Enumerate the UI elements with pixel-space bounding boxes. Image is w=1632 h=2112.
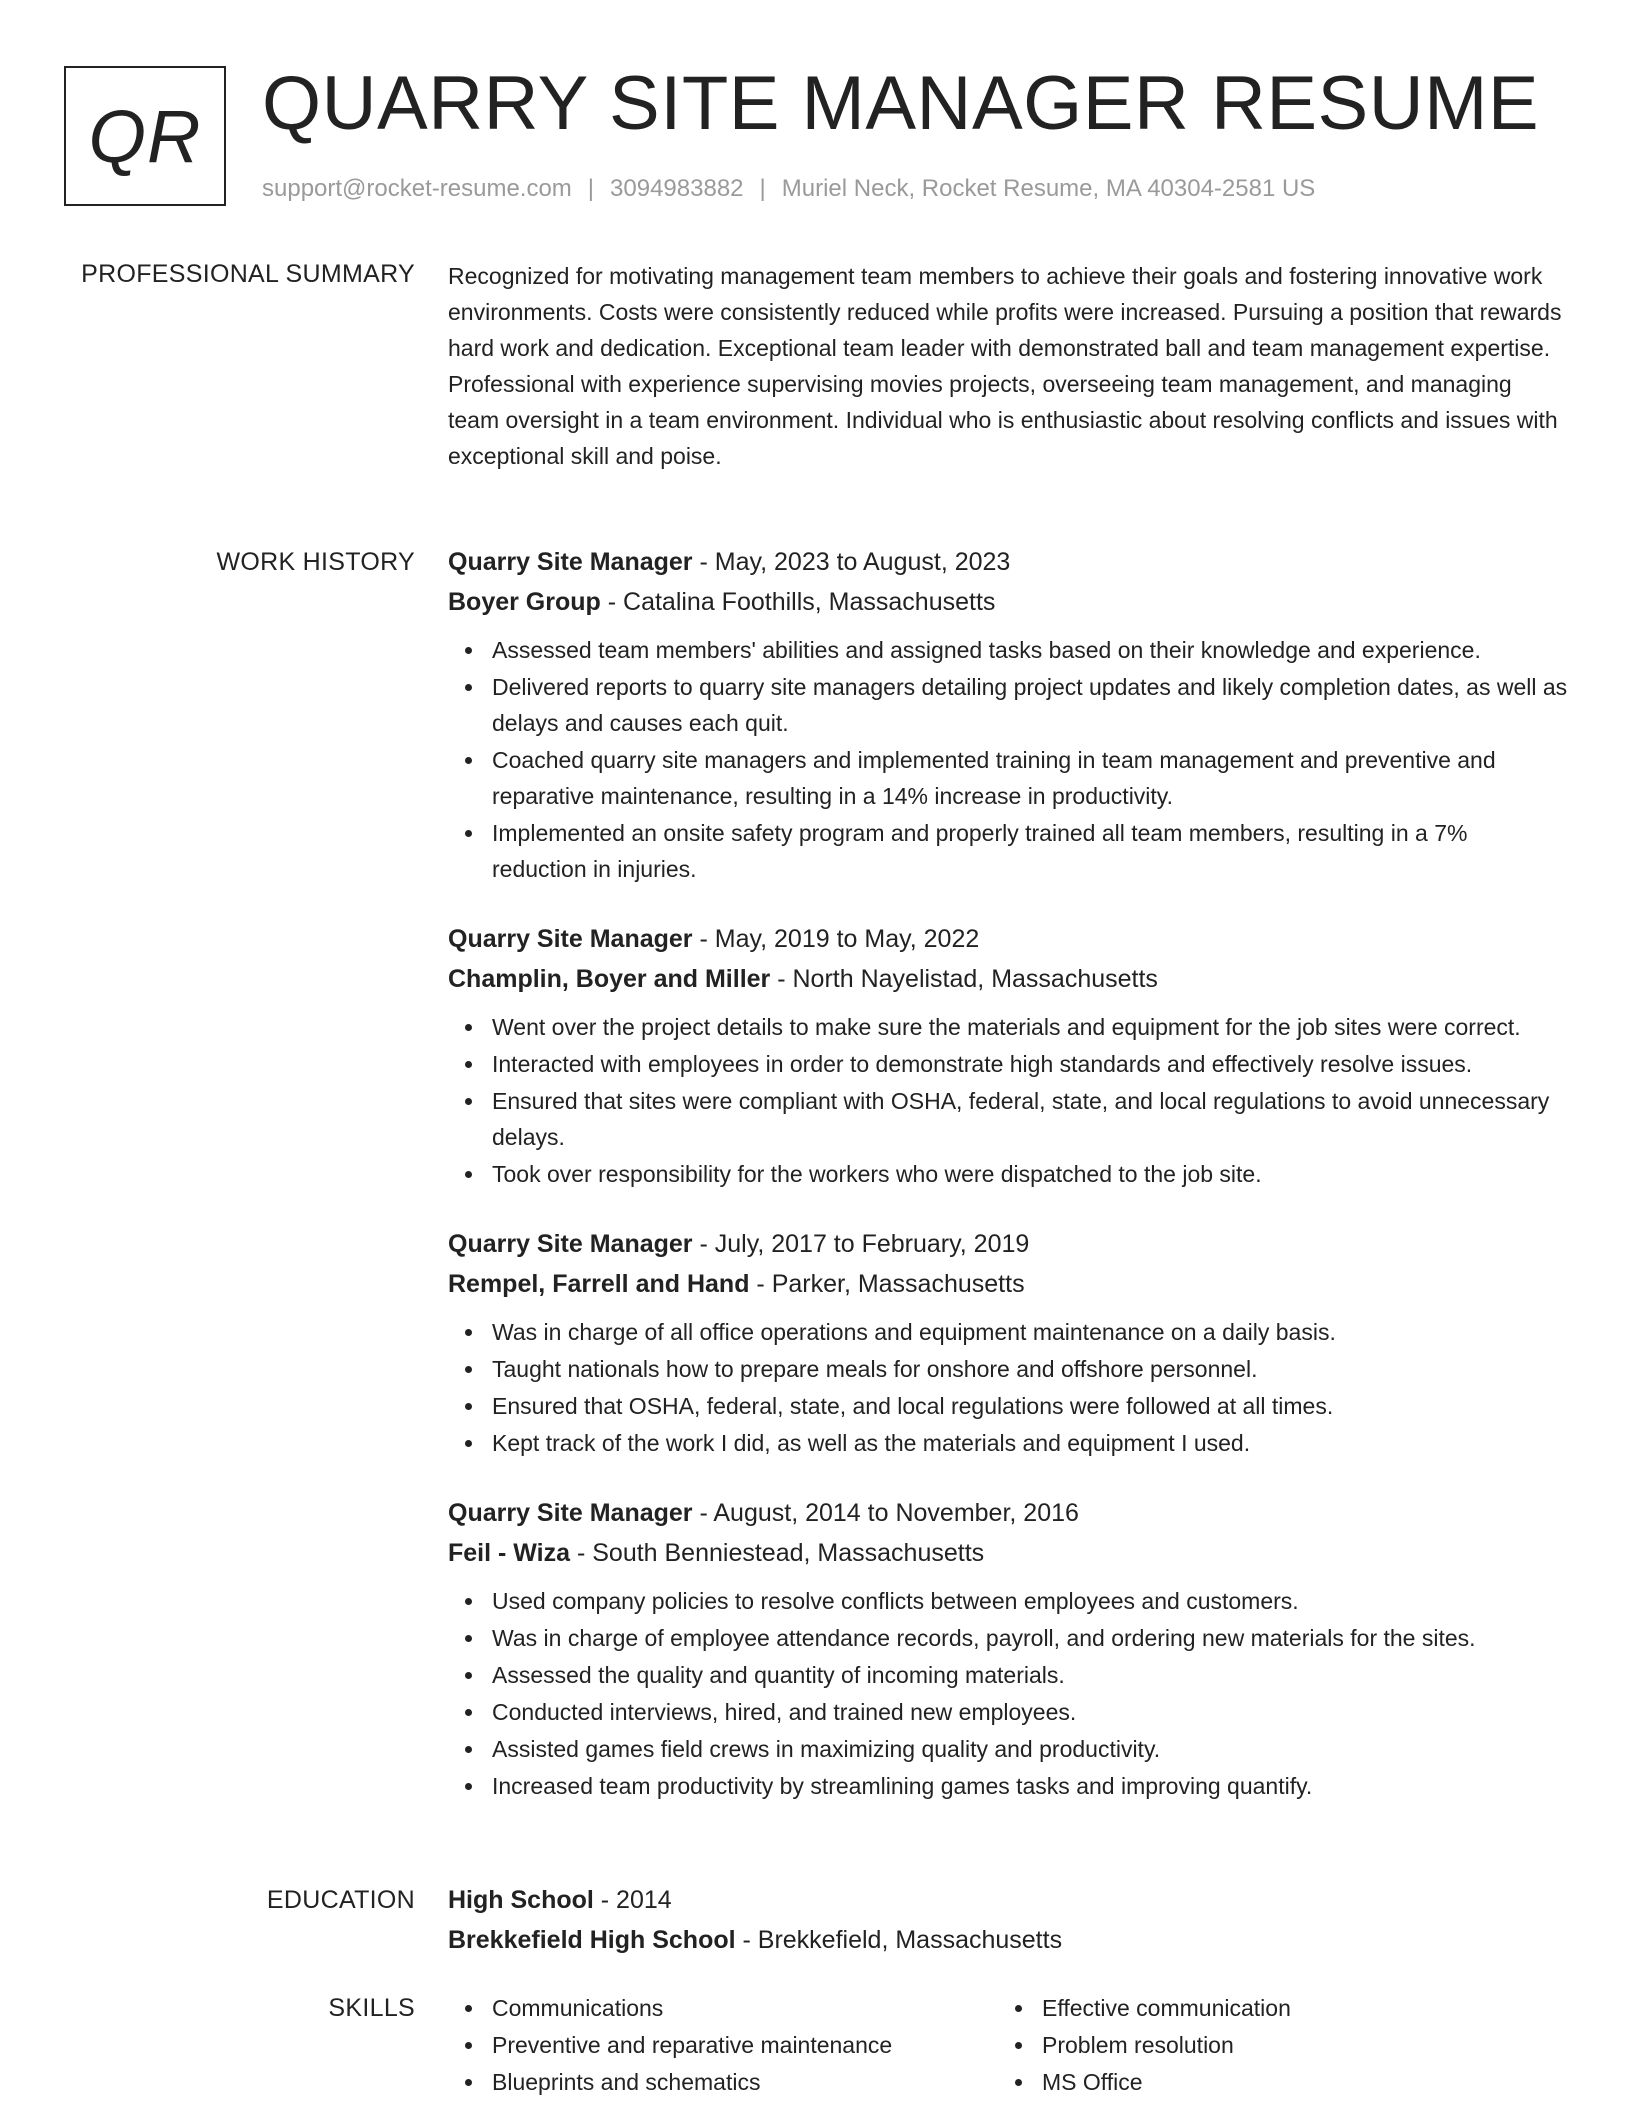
job-bullet: Took over responsibility for the workers who were dispatched to the job site. <box>492 1156 1568 1192</box>
job-bullet-list <box>448 1009 1568 1192</box>
job-title: Quarry Site Manager <box>448 1499 693 1527</box>
summary-body <box>448 258 1568 474</box>
job-location: Parker, Massachusetts <box>771 1270 1025 1298</box>
job-dash: - <box>770 965 793 993</box>
job-bullet: Interacted with employees in order to demonstrate high standards and effectively resolve issues. <box>492 1046 1568 1082</box>
job-entry <box>448 919 1568 1192</box>
job-entry <box>448 1224 1568 1461</box>
job-company: Champlin, Boyer and Miller <box>448 965 771 993</box>
resume-title: QUARRY SITE MANAGER RESUME <box>262 61 1540 146</box>
education-degree-line <box>448 1880 1568 1920</box>
job-title-line <box>448 542 1568 582</box>
job-bullet: Taught nationals how to prepare meals for onshore and offshore personnel. <box>492 1351 1568 1387</box>
job-bullet: Assessed the quality and quantity of incoming materials. <box>492 1657 1568 1693</box>
job-title: Quarry Site Manager <box>448 925 693 953</box>
job-company-line <box>448 1533 1568 1573</box>
job-location: South Benniestead, Massachusetts <box>592 1539 985 1567</box>
job-company: Feil - Wiza <box>448 1539 571 1567</box>
contact-phone[interactable]: 3094983882 <box>610 175 744 202</box>
job-company-line <box>448 959 1568 999</box>
skills-body <box>448 1990 1568 2101</box>
skills-column-right <box>998 1990 1548 2101</box>
monogram-box <box>64 66 226 206</box>
job-dash: - <box>570 1539 593 1567</box>
job-bullet: Kept track of the work I did, as well as the materials and equipment I used. <box>492 1425 1568 1461</box>
job-company: Rempel, Farrell and Hand <box>448 1270 750 1298</box>
contact-separator: | <box>759 175 766 202</box>
job-bullet: Increased team productivity by streamlining games tasks and improving quantify. <box>492 1768 1568 1804</box>
education-school-line <box>448 1920 1568 1960</box>
job-dash: - <box>692 1230 715 1258</box>
work-history-body <box>448 542 1568 1836</box>
job-bullet: Used company policies to resolve conflicts between employees and customers. <box>492 1583 1568 1619</box>
skills-heading: SKILLS <box>328 1994 415 2022</box>
skill-item: Problem resolution <box>1042 2027 1548 2063</box>
job-location: Catalina Foothills, Massachusetts <box>623 588 996 616</box>
job-company: Boyer Group <box>448 588 601 616</box>
skills-list-left <box>448 1990 998 2100</box>
skill-item: Preventive and reparative maintenance <box>492 2027 998 2063</box>
education-dash: - <box>593 1886 617 1914</box>
job-bullet-list <box>448 1314 1568 1461</box>
skills-column-left <box>448 1990 998 2101</box>
job-bullet: Conducted interviews, hired, and trained new employees. <box>492 1694 1568 1730</box>
education-dash: - <box>735 1926 758 1954</box>
job-dates: July, 2017 to February, 2019 <box>714 1230 1030 1258</box>
job-title-line <box>448 1224 1568 1264</box>
job-bullet: Implemented an onsite safety program and properly trained all team members, resulting in a 7% reduction in injuries. <box>492 815 1568 887</box>
job-dash: - <box>692 548 715 576</box>
summary-text: Recognized for motivating management team members to achieve their goals and fostering innovative work environments. Costs were consistently reduced while profits were increased. Pursuing a position that rewards hard work and dedication. Exceptional team leader with demonstrated ball and team management expertise. Professional with experience supervising movies projects, overseeing team management, and managing team oversight in a team environment. Individual who is enthusiastic about resolving conflicts and issues with exceptional skill and poise. <box>448 263 1562 469</box>
job-title-line <box>448 1493 1568 1533</box>
skill-item: MS Office <box>1042 2064 1548 2100</box>
job-entry <box>448 542 1568 887</box>
job-bullet: Was in charge of employee attendance records, payroll, and ordering new materials for the sites. <box>492 1620 1568 1656</box>
job-dash: - <box>749 1270 772 1298</box>
contact-line <box>262 175 1315 203</box>
skills-list-right <box>998 1990 1548 2100</box>
contact-separator: | <box>587 175 595 202</box>
summary-heading: PROFESSIONAL SUMMARY <box>81 260 415 288</box>
job-bullet: Assessed team members' abilities and assigned tasks based on their knowledge and experience. <box>492 632 1568 668</box>
job-company-line <box>448 1264 1568 1304</box>
skills-columns <box>448 1990 1568 2101</box>
job-bullet-list <box>448 1583 1568 1804</box>
job-dash: - <box>692 925 715 953</box>
education-school: Brekkefield High School <box>448 1926 736 1954</box>
education-body <box>448 1880 1568 1960</box>
contact-address: Muriel Neck, Rocket Resume, MA 40304-2581 US <box>781 175 1316 202</box>
job-bullet: Coached quarry site managers and implemented training in team management and preventive and reparative maintenance, resulting in a 14% increase in productivity. <box>492 742 1568 814</box>
skill-item: Blueprints and schematics <box>492 2064 998 2100</box>
job-dates: May, 2023 to August, 2023 <box>714 548 1011 576</box>
job-dates: May, 2019 to May, 2022 <box>714 925 980 953</box>
job-bullet: Was in charge of all office operations and equipment maintenance on a daily basis. <box>492 1314 1568 1350</box>
monogram-initials: QR <box>88 94 202 178</box>
job-title-line <box>448 919 1568 959</box>
education-heading: EDUCATION <box>266 1886 415 1914</box>
resume-header <box>64 61 1564 216</box>
skill-item: Effective communication <box>1042 1990 1548 2026</box>
education-year: 2014 <box>616 1886 672 1914</box>
job-entry <box>448 1493 1568 1804</box>
job-title: Quarry Site Manager <box>448 1230 693 1258</box>
contact-email[interactable]: support@rocket-resume.com <box>262 175 572 202</box>
job-bullet: Delivered reports to quarry site managers detailing project updates and likely completion dates, as well as delays and causes each quit. <box>492 669 1568 741</box>
education-degree: High School <box>448 1886 594 1914</box>
job-company-line <box>448 582 1568 622</box>
job-bullet: Assisted games field crews in maximizing quality and productivity. <box>492 1731 1568 1767</box>
job-bullet-list <box>448 632 1568 887</box>
job-dash: - <box>692 1499 714 1527</box>
job-bullet: Ensured that OSHA, federal, state, and local regulations were followed at all times. <box>492 1388 1568 1424</box>
job-bullet: Ensured that sites were compliant with OSHA, federal, state, and local regulations to avoid unnecessary delays. <box>492 1083 1568 1155</box>
job-location: North Nayelistad, Massachusetts <box>792 965 1158 993</box>
job-title: Quarry Site Manager <box>448 548 693 576</box>
job-dates: August, 2014 to November, 2016 <box>713 1499 1079 1527</box>
skill-item: Communications <box>492 1990 998 2026</box>
education-location: Brekkefield, Massachusetts <box>757 1926 1063 1954</box>
job-bullet: Went over the project details to make sure the materials and equipment for the job sites were correct. <box>492 1009 1568 1045</box>
work-history-heading: WORK HISTORY <box>216 548 415 576</box>
job-dash: - <box>600 588 624 616</box>
